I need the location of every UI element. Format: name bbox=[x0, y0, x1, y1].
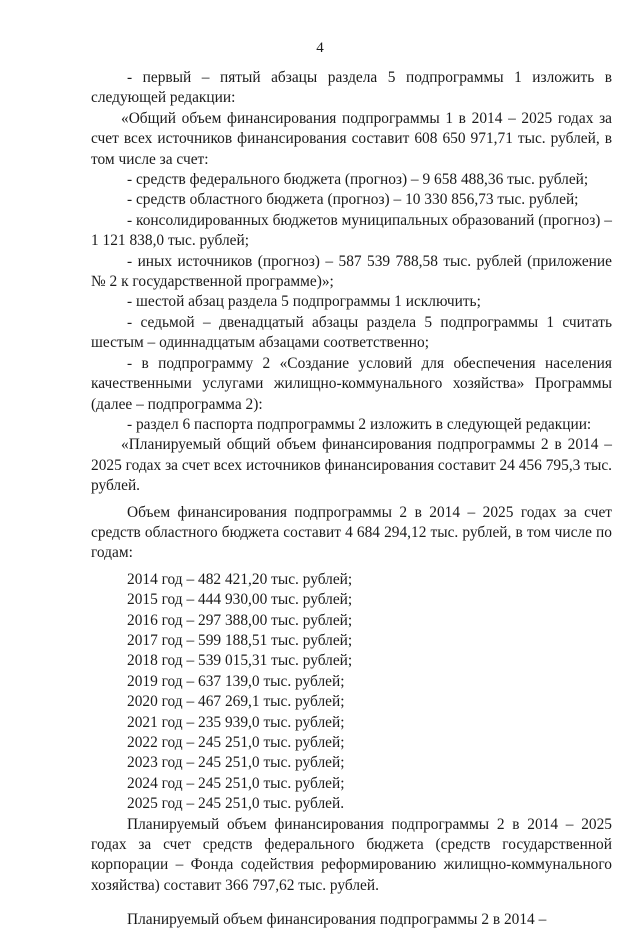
document-body bbox=[91, 68, 612, 931]
year-item: 2025 год – 245 251,0 тыс. рублей. bbox=[127, 795, 345, 813]
year-item: 2022 год – 245 251,0 тыс. рублей; bbox=[127, 734, 345, 751]
list-item: - средств федерального бюджета (прогноз) – 9 658 488,36 тыс. рублей; bbox=[127, 171, 589, 189]
year-item: 2016 год – 297 388,00 тыс. рублей; bbox=[127, 611, 353, 629]
list-item: - шестой абзац раздела 5 подпрограммы 1 исключить; bbox=[127, 293, 481, 311]
paragraph: - первый – пятый абзацы раздела 5 подпрограммы 1 изложить в следующей редакции: bbox=[91, 69, 612, 107]
list-item: - консолидированных бюджетов муниципальных образований (прогноз) – 1 121 838,0 тыс. рублей; bbox=[91, 211, 612, 250]
list-item: - седьмой – двенадцатый абзацы раздела 5 подпрограммы 1 считать шестым – одиннадцатым абзацами соответственно; bbox=[91, 313, 612, 352]
year-item: 2019 год – 637 139,0 тыс. рублей; bbox=[127, 672, 345, 690]
year-item: 2020 год – 467 269,1 тыс. рублей; bbox=[127, 693, 345, 711]
paragraph: Планируемый объем финансирования подпрограммы 2 в 2014 – 2025 годах за счет средств федерального бюджета (средств государственной корпорации – Фонда содействия реформированию жилищно-коммунального хозяйства) составит 366 797,62 тыс. рублей. bbox=[91, 815, 612, 894]
list-item: - иных источников (прогноз) – 587 539 788,58 тыс. рублей (приложение № 2 к государственной программе)»; bbox=[91, 252, 612, 291]
year-breakdown-list bbox=[91, 570, 612, 815]
year-item: 2015 год – 444 930,00 тыс. рублей; bbox=[127, 591, 353, 609]
list-item: - в подпрограмму 2 «Создание условий для обеспечения населения качественными услугами жилищно-коммунального хозяйства» Программы (далее – подпрограмма 2): bbox=[91, 354, 612, 413]
year-item: 2014 год – 482 421,20 тыс. рублей; bbox=[127, 570, 353, 588]
list-item: - раздел 6 паспорта подпрограммы 2 изложить в следующей редакции: bbox=[127, 415, 592, 433]
paragraph: «Общий объем финансирования подпрограммы 1 в 2014 – 2025 годах за счет всех источников финансирования составит 608 650 971,71 тыс. рублей, в том числе за счет: bbox=[91, 109, 612, 168]
paragraph: Объем финансирования подпрограммы 2 в 2014 – 2025 годах за счет средств областного бюджета составит 4 684 294,12 тыс. рублей, в том числе по годам: bbox=[91, 503, 612, 562]
year-item: 2018 год – 539 015,31 тыс. рублей; bbox=[127, 652, 353, 670]
year-item: 2023 год – 245 251,0 тыс. рублей; bbox=[127, 754, 345, 772]
year-item: 2021 год – 235 939,0 тыс. рублей; bbox=[127, 713, 345, 731]
paragraph: «Планируемый общий объем финансирования подпрограммы 2 в 2014 – 2025 годах за счет всех источников финансирования составит 24 456 795,3 тыс. рублей. bbox=[91, 436, 612, 495]
paragraph: Планируемый объем финансирования подпрограммы 2 в 2014 – bbox=[127, 911, 547, 929]
year-item: 2024 год – 245 251,0 тыс. рублей; bbox=[127, 774, 345, 792]
year-item: 2017 год – 599 188,51 тыс. рублей; bbox=[127, 631, 353, 649]
list-item: - средств областного бюджета (прогноз) – 10 330 856,73 тыс. рублей; bbox=[127, 191, 579, 209]
page-number: 4 bbox=[316, 40, 324, 56]
